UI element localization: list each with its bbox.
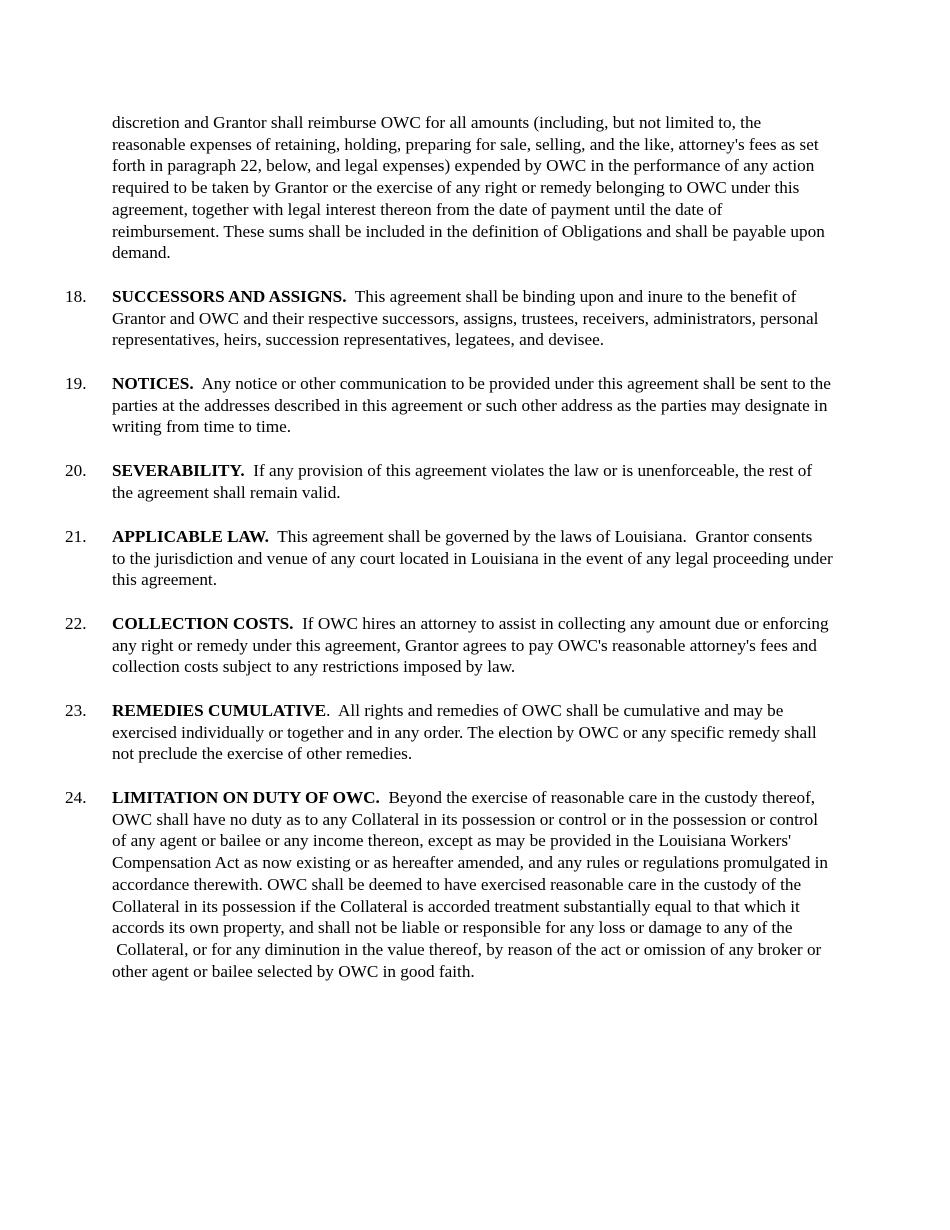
section-number: 21.: [65, 527, 87, 546]
paragraph-line: parties at the addresses described in this agreement or such other address as the parties may designate in: [112, 395, 828, 415]
section-number: 22.: [65, 614, 87, 633]
paragraph-line: Compensation Act as now existing or as hereafter amended, and any rules or regulations promulgated in: [112, 853, 828, 873]
section-heading: SEVERABILITY.: [112, 461, 245, 480]
section-heading: SUCCESSORS AND ASSIGNS.: [112, 287, 347, 306]
section-heading: REMEDIES CUMULATIVE: [112, 701, 327, 720]
paragraph-line: collection costs subject to any restrictions imposed by law.: [112, 657, 516, 677]
paragraph-line: OWC shall have no duty as to any Collateral in its possession or control or in the possession or control: [112, 809, 819, 829]
section-first-line: [112, 286, 902, 308]
paragraph-line: not preclude the exercise of other remedies.: [112, 744, 413, 764]
paragraph-line: reasonable expenses of retaining, holding, preparing for sale, selling, and the like, attorney's fees as set: [112, 134, 819, 154]
section-first-line: [112, 460, 902, 482]
section-23: [112, 700, 902, 765]
section-text: . All rights and remedies of OWC shall be cumulative and may be: [326, 701, 784, 720]
paragraph-line: demand.: [112, 243, 171, 263]
section-heading: APPLICABLE LAW.: [112, 527, 269, 546]
paragraph-line: required to be taken by Grantor or the exercise of any right or remedy belonging to OWC under this: [112, 178, 800, 198]
paragraph-line: Collateral, or for any diminution in the value thereof, by reason of the act or omission of any broker or: [112, 939, 822, 959]
paragraph-line: agreement, together with legal interest thereon from the date of payment until the date of: [112, 199, 723, 219]
paragraph-line: accordance therewith. OWC shall be deemed to have exercised reasonable care in the custody of the: [112, 874, 802, 894]
paragraph-line: Grantor and OWC and their respective successors, assigns, trustees, receivers, administrators, personal: [112, 308, 819, 328]
section-22: [112, 613, 902, 678]
paragraph-line: of any agent or bailee or any income thereon, except as may be provided in the Louisiana Workers': [112, 831, 792, 851]
section-first-line: [112, 787, 902, 809]
section-number: 23.: [65, 701, 87, 720]
section-heading: LIMITATION ON DUTY OF OWC.: [112, 788, 380, 807]
section-text: This agreement shall be governed by the laws of Louisiana. Grantor consents: [268, 527, 813, 546]
paragraph-line: any right or remedy under this agreement, Grantor agrees to pay OWC's reasonable attorney's fees and: [112, 635, 817, 655]
paragraph-line: representatives, heirs, succession representatives, legatees, and devisee.: [112, 330, 605, 350]
section-first-line: [112, 373, 902, 395]
section-19: [112, 373, 902, 438]
paragraph-line: exercised individually or together and in any order. The election by OWC or any specific remedy shall: [112, 722, 817, 742]
continuation-paragraph: [112, 112, 902, 264]
section-number: 18.: [65, 287, 87, 306]
paragraph-line: Collateral in its possession if the Collateral is accorded treatment substantially equal to that which it: [112, 896, 800, 916]
section-first-line: [112, 613, 902, 635]
section-first-line: [112, 526, 902, 548]
paragraph-line: accords its own property, and shall not be liable or responsible for any loss or damage to any of the: [112, 918, 793, 938]
paragraph-line: the agreement shall remain valid.: [112, 482, 341, 502]
section-text: If any provision of this agreement violates the law or is unenforceable, the rest of: [244, 461, 813, 480]
section-text: If OWC hires an attorney to assist in collecting any amount due or enforcing: [293, 614, 829, 633]
paragraph-line: forth in paragraph 22, below, and legal expenses) expended by OWC in the performance of any action: [112, 156, 815, 176]
section-text: Beyond the exercise of reasonable care in the custody thereof,: [379, 788, 816, 807]
paragraph-line: reimbursement. These sums shall be included in the definition of Obligations and shall be payable upon: [112, 221, 825, 241]
section-text: Any notice or other communication to be provided under this agreement shall be sent to the: [193, 374, 831, 393]
paragraph-line: writing from time to time.: [112, 417, 292, 437]
section-number: 19.: [65, 374, 87, 393]
section-first-line: [112, 700, 902, 722]
section-21: [112, 526, 902, 591]
paragraph-line: this agreement.: [112, 570, 217, 590]
section-number: 24.: [65, 788, 87, 807]
section-24: [112, 787, 902, 982]
section-heading: NOTICES.: [112, 374, 194, 393]
section-18: [112, 286, 902, 351]
paragraph-line: discretion and Grantor shall reimburse OWC for all amounts (including, but not limited to, the: [112, 113, 762, 132]
section-heading: COLLECTION COSTS.: [112, 614, 294, 633]
section-20: [112, 460, 902, 503]
section-number: 20.: [65, 461, 87, 480]
section-text: This agreement shall be binding upon and inure to the benefit of: [346, 287, 797, 306]
paragraph-line: to the jurisdiction and venue of any court located in Louisiana in the event of any legal proceeding under: [112, 548, 833, 568]
paragraph-line: other agent or bailee selected by OWC in good faith.: [112, 961, 475, 981]
